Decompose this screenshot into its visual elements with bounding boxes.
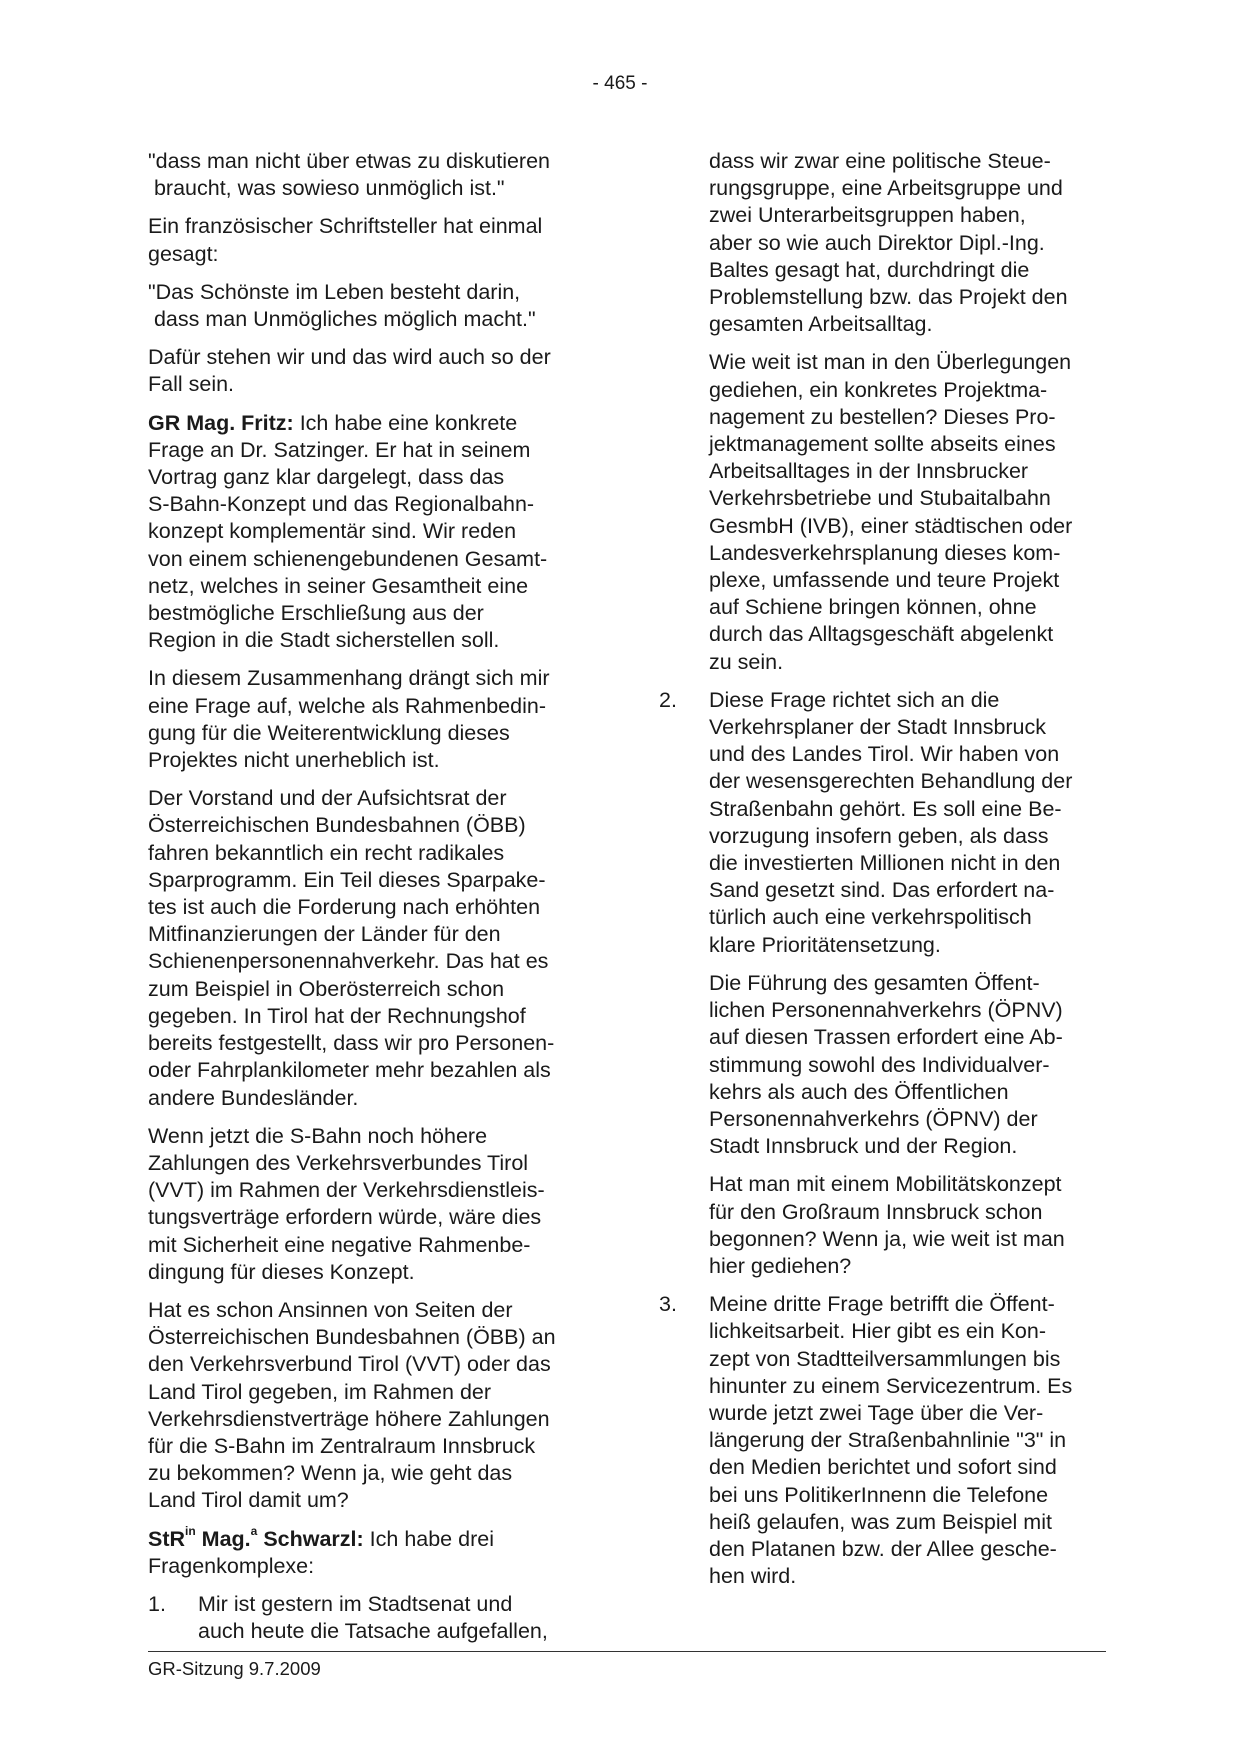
page-number: - 465 - [592,73,648,94]
paragraph-writer: Ein französischer Schriftsteller hat einmal gesagt: [148,214,543,266]
left-column [148,148,598,1656]
list-item-3: 3. Meine dritte Frage betrifft die Öffent- lichkeitsarbeit. Hier gibt es ein Kon- zept von Stadtteilversammlungen bis hinunter zu einem Servicezentrum. Es wurde jetzt zwei Tage über die Ver- längerung der Straßenbahnlinie "3" in den Medien berichtet und sofort sind bei uns PolitikerInnenn die Telefone heiß gelaufen, was zum Beispiel mit den Platanen bzw. der Allee gesche- hen wird. [659,1292,1073,1589]
list-item-1: 1. Mir ist gestern im Stadtsenat und auch heute die Tatsache aufgefallen, [148,1591,548,1644]
list-item-2: 2. Diese Frage richtet sich an die Verkehrsplaner der Stadt Innsbruck und des Landes Tirol. Wir haben von der wesensgerechten Behandlung der Straßenbahn gehört. Es soll eine Be- vorzugung insofern geben, als dass die investierten Millionen nicht in den Sand gesetzt sind. Das erfordert na- türlich auch eine verkehrspolitisch klare Prioritätensetzung. [659,687,1073,957]
paragraph-statement: Dafür stehen wir und das wird auch so der Fall sein. [148,345,551,397]
list-number-3: 3. [659,1292,677,1317]
speaker-fritz: GR Mag. Fritz: [148,410,294,435]
list-number-1: 1. [148,1591,166,1616]
quote-paragraph-2: "Das Schönste im Leben besteht darin, dass man Unmögliches möglich macht." [148,279,536,332]
list-number-2: 2. [659,687,677,712]
footer-divider [148,1651,1106,1652]
paragraph-question: Hat es schon Ansinnen von Seiten der Österreichischen Bundesbahnen (ÖBB) an den Verkehrsverbund Tirol (VVT) oder das Land Tirol gegeben, im Rahmen der Verkehrsdienstverträge höhere Zahlungen für die S-Bahn im Zentralraum Innsbruck zu bekommen? Wenn ja, wie geht das Land Tirol damit um? [148,1297,556,1513]
list-item-1-question: Wie weit ist man in den Überlegungen gediehen, ein konkretes Projektma- nagement zu bestellen? Dieses Pro- jektmanagement sollte abseits eines Arbeitsalltages in der Innsbrucker Verkehrsbetriebe und Stubaitalbahn GesmbH (IVB), einer städtischen oder Landesverkehrsplanung dieses kom- plexe, umfassende und teure Projekt auf Schiene bringen können, ohne durch das Alltagsgeschäft abgelenkt zu sein. [709,350,1073,674]
paragraph-fritz: GR Mag. Fritz: Ich habe eine konkrete Frage an Dr. Satzinger. Er hat in seinem Vortrag ganz klar dargelegt, dass das S-Bahn-Konzept und das Regionalbahn- konzept komplementär sind. Wir reden von einem schienengebundenen Gesamt- netz, welches in seiner Gesamtheit eine bestmögliche Erschließung aus der Region in die Stadt sicherstellen soll. [148,410,548,653]
footer-session-label: GR-Sitzung 9.7.2009 [148,1658,321,1679]
paragraph-oebb: Der Vorstand und der Aufsichtsrat der Österreichischen Bundesbahnen (ÖBB) fahren bekanntlich ein recht radikales Sparprogramm. Ein Teil dieses Sparpake- tes ist auch die Forderung nach erhöhten Mitfinanzierungen der Länder für den Schienenpersonennahverkehr. Das hat es zum Beispiel in Oberösterreich schon gegeben. In Tirol hat der Rechnungshof bereits festgestellt, dass wir pro Personen- oder Fahrplankilometer mehr bezahlen als andere Bundesländer. [148,786,555,1110]
list-item-2-question: Hat man mit einem Mobilitätskonzept für den Großraum Innsbruck schon begonnen? Wenn ja, wie weit ist man hier gediehen? [709,1172,1065,1278]
right-column [659,148,1107,1601]
paragraph-context: In diesem Zusammenhang drängt sich mir eine Frage auf, welche als Rahmenbedin- gung für die Weiterentwicklung dieses Projektes nicht unerheblich ist. [148,666,550,773]
paragraph-sbahn: Wenn jetzt die S-Bahn noch höhere Zahlungen des Verkehrsverbundes Tirol (VVT) im Rahmen der Verkehrsdienstleis- tungsverträge erfordern würde, wäre dies mit Sicherheit eine negative Rahmenbe- dingung für dieses Konzept. [148,1123,545,1284]
speaker-schwarzl: StR$^{in}$ Mag.$^a$ Schwarzl: [148,1524,364,1551]
quote-paragraph-1: "dass man nicht über etwas zu diskutieren braucht, was sowieso unmöglich ist." [148,149,551,201]
list-item-2-oepnv: Die Führung des gesamten Öffent- lichen Personennahverkehrs (ÖPNV) auf diesen Trassen erfordert eine Ab- stimmung sowohl des Individualver- kehrs als auch des Öffentlichen Personennahverkehrs (ÖPNV) der Stadt Innsbruck und der Region. [709,970,1063,1159]
list-item-1-continued: dass wir zwar eine politische Steue- rungsgruppe, eine Arbeitsgruppe und zwei Unterarbeitsgruppen haben, aber so wie auch Direktor Dipl.-Ing. Baltes gesagt hat, durchdringt die Problemstellung bzw. das Projekt den gesamten Arbeitsalltag. [709,149,1068,337]
paragraph-schwarzl: StR$^{in}$ Mag.$^a$ Schwarzl: Ich habe drei Fragenkomplexe: [148,1524,494,1578]
